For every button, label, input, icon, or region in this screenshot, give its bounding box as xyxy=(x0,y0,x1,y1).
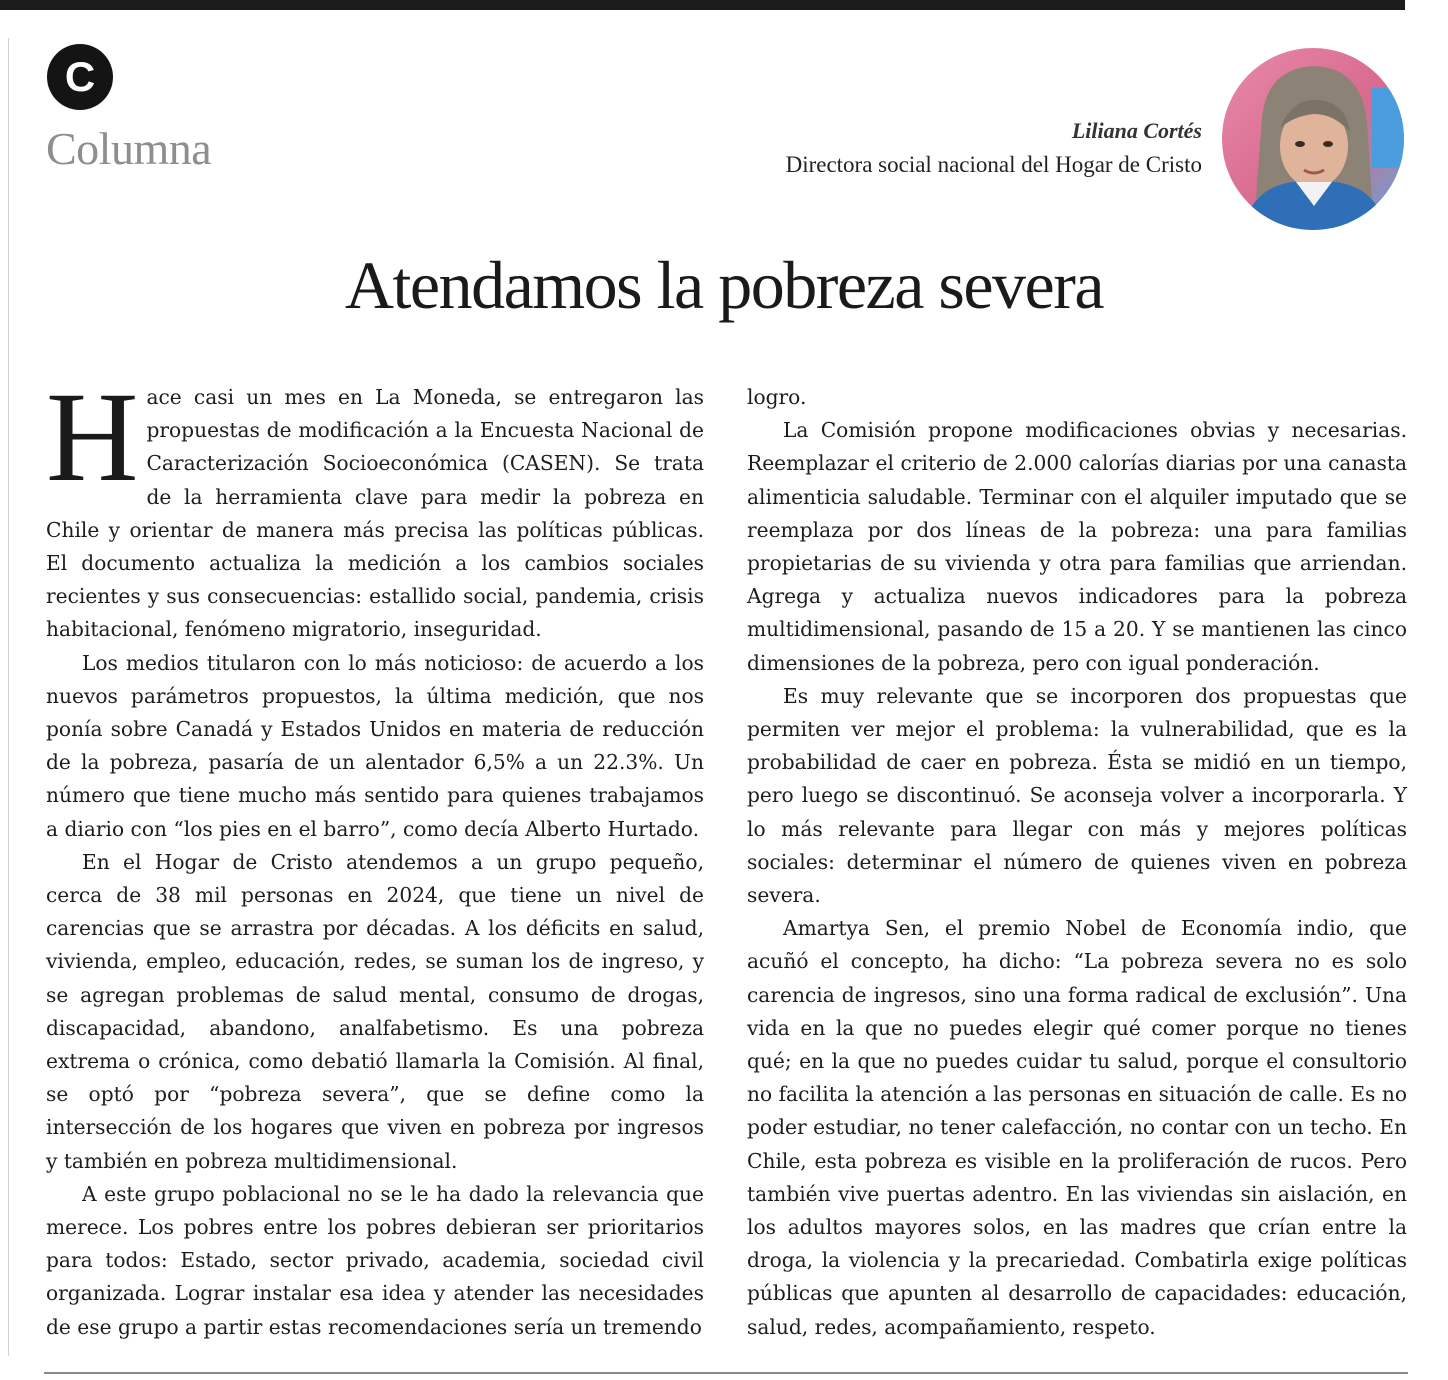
headline: Atendamos la pobreza severa xyxy=(344,247,1104,323)
article-column-right xyxy=(747,381,1407,1344)
drop-cap: H xyxy=(46,366,139,508)
article-paragraph: Amartya Sen, el premio Nobel de Economía indio, que acuñó el concepto, ha dicho: “La pobreza severa no es solo carencia de ingresos, sino una forma radical de exclusión”. Una vida en la que no puedes elegir qué comer porque no tienes qué; en la que no puedes cuidar tu salud, porque el consultorio no facilita la atención a las personas en situación de calle. Es no poder estudiar, no tener calefacción, no contar con un techo. En Chile, esta pobreza es visible en la proliferación de rucos. Pero también vive puertas adentro. En las viviendas sin aislación, en los adultos mayores solos, en las madres que crían entre la droga, la violencia y la precariedad. Combatirla exige políticas públicas que apunten al desarrollo de capacidades: educación, salud, redes, acompañamiento, respeto. xyxy=(747,916,1407,1339)
author-name: Liliana Cortés xyxy=(1071,118,1202,143)
author-portrait-image xyxy=(1222,48,1404,230)
section-badge xyxy=(47,44,113,110)
section-badge-letter: C xyxy=(64,53,96,100)
article-paragraph: En el Hogar de Cristo atendemos a un grupo pequeño, cerca de 38 mil personas en 2024, que tiene un nivel de carencias que se arrastra por décadas. A los déficits en salud, vivienda, empleo, educación, redes, se suman los de ingreso, y se agregan problemas de salud mental, consumo de drogas, discapacidad, abandono, analfabetismo. Es una pobreza extrema o crónica, como debatió llamarla la Comisión. Al final, se optó por “pobreza severa”, que se define como la intersección de los hogares que viven en pobreza por ingresos y también en pobreza multidimensional. xyxy=(46,849,704,1173)
section-label: Columna xyxy=(46,123,212,174)
left-rule xyxy=(8,38,9,1356)
author-role: Directora social nacional del Hogar de Cristo xyxy=(785,152,1202,177)
article-paragraph xyxy=(46,366,704,647)
author-photo xyxy=(1222,48,1404,230)
article-paragraph: Los medios titularon con lo más noticioso: de acuerdo a los nuevos parámetros propuestos, la última medición, que nos ponía sobre Canadá y Estados Unidos en materia de reducción de la pobreza, pasaría de un alentador 6,5% a un 22.3%. Un número que tiene mucho más sentido para quienes trabajamos a diario con “los pies en el barro”, como decía Alberto Hurtado. xyxy=(46,650,704,841)
article-column-left xyxy=(46,366,704,1344)
paragraph-text: ace casi un mes en La Moneda, se entregaron las propuestas de modificación a la Encuesta Nacional de Caracterización Socioeconómica (CASEN). Se trata de la herramienta clave para medir la pobreza en Chile y orientar de manera más precisa las políticas públicas. El documento actualiza la medición a los cambios sociales recientes y sus consecuencias: estallido social, pandemia, crisis habitacional, fenómeno migratorio, inseguridad. xyxy=(46,385,704,642)
article-paragraph: A este grupo poblacional no se le ha dado la relevancia que merece. Los pobres entre los pobres debieran ser prioritarios para todos: Estado, sector privado, academia, sociedad civil organizada. Lograr instalar esa idea y atender las necesidades de ese grupo a partir estas recomendaciones sería un tremendo xyxy=(46,1181,704,1339)
article-paragraph: Es muy relevante que se incorporen dos propuestas que permiten ver mejor el problema: la vulnerabilidad, que es la probabilidad de caer en pobreza. Ésta se midió en un tiempo, pero luego se discontinuó. Se aconseja volver a incorporarla. Y lo más relevante para llegar con más y mejores políticas sociales: determinar el número de quienes viven en pobreza severa. xyxy=(747,683,1407,908)
top-bar xyxy=(0,0,1405,10)
article-paragraph: La Comisión propone modificaciones obvias y necesarias. Reemplazar el criterio de 2.000 calorías diarias por una canasta alimenticia saludable. Terminar con el alquiler imputado que se reemplaza por dos líneas de la pobreza: una para familias propietarias de su vivienda y otra para familias que arriendan. Agrega y actualiza nuevos indicadores para la pobreza multidimensional, pasando de 15 a 20. Y se mantienen las cinco dimensiones de la pobreza, pero con igual ponderación. xyxy=(747,418,1407,675)
article-paragraph-continuation: logro. xyxy=(747,385,807,409)
bottom-rule xyxy=(44,1372,1408,1374)
